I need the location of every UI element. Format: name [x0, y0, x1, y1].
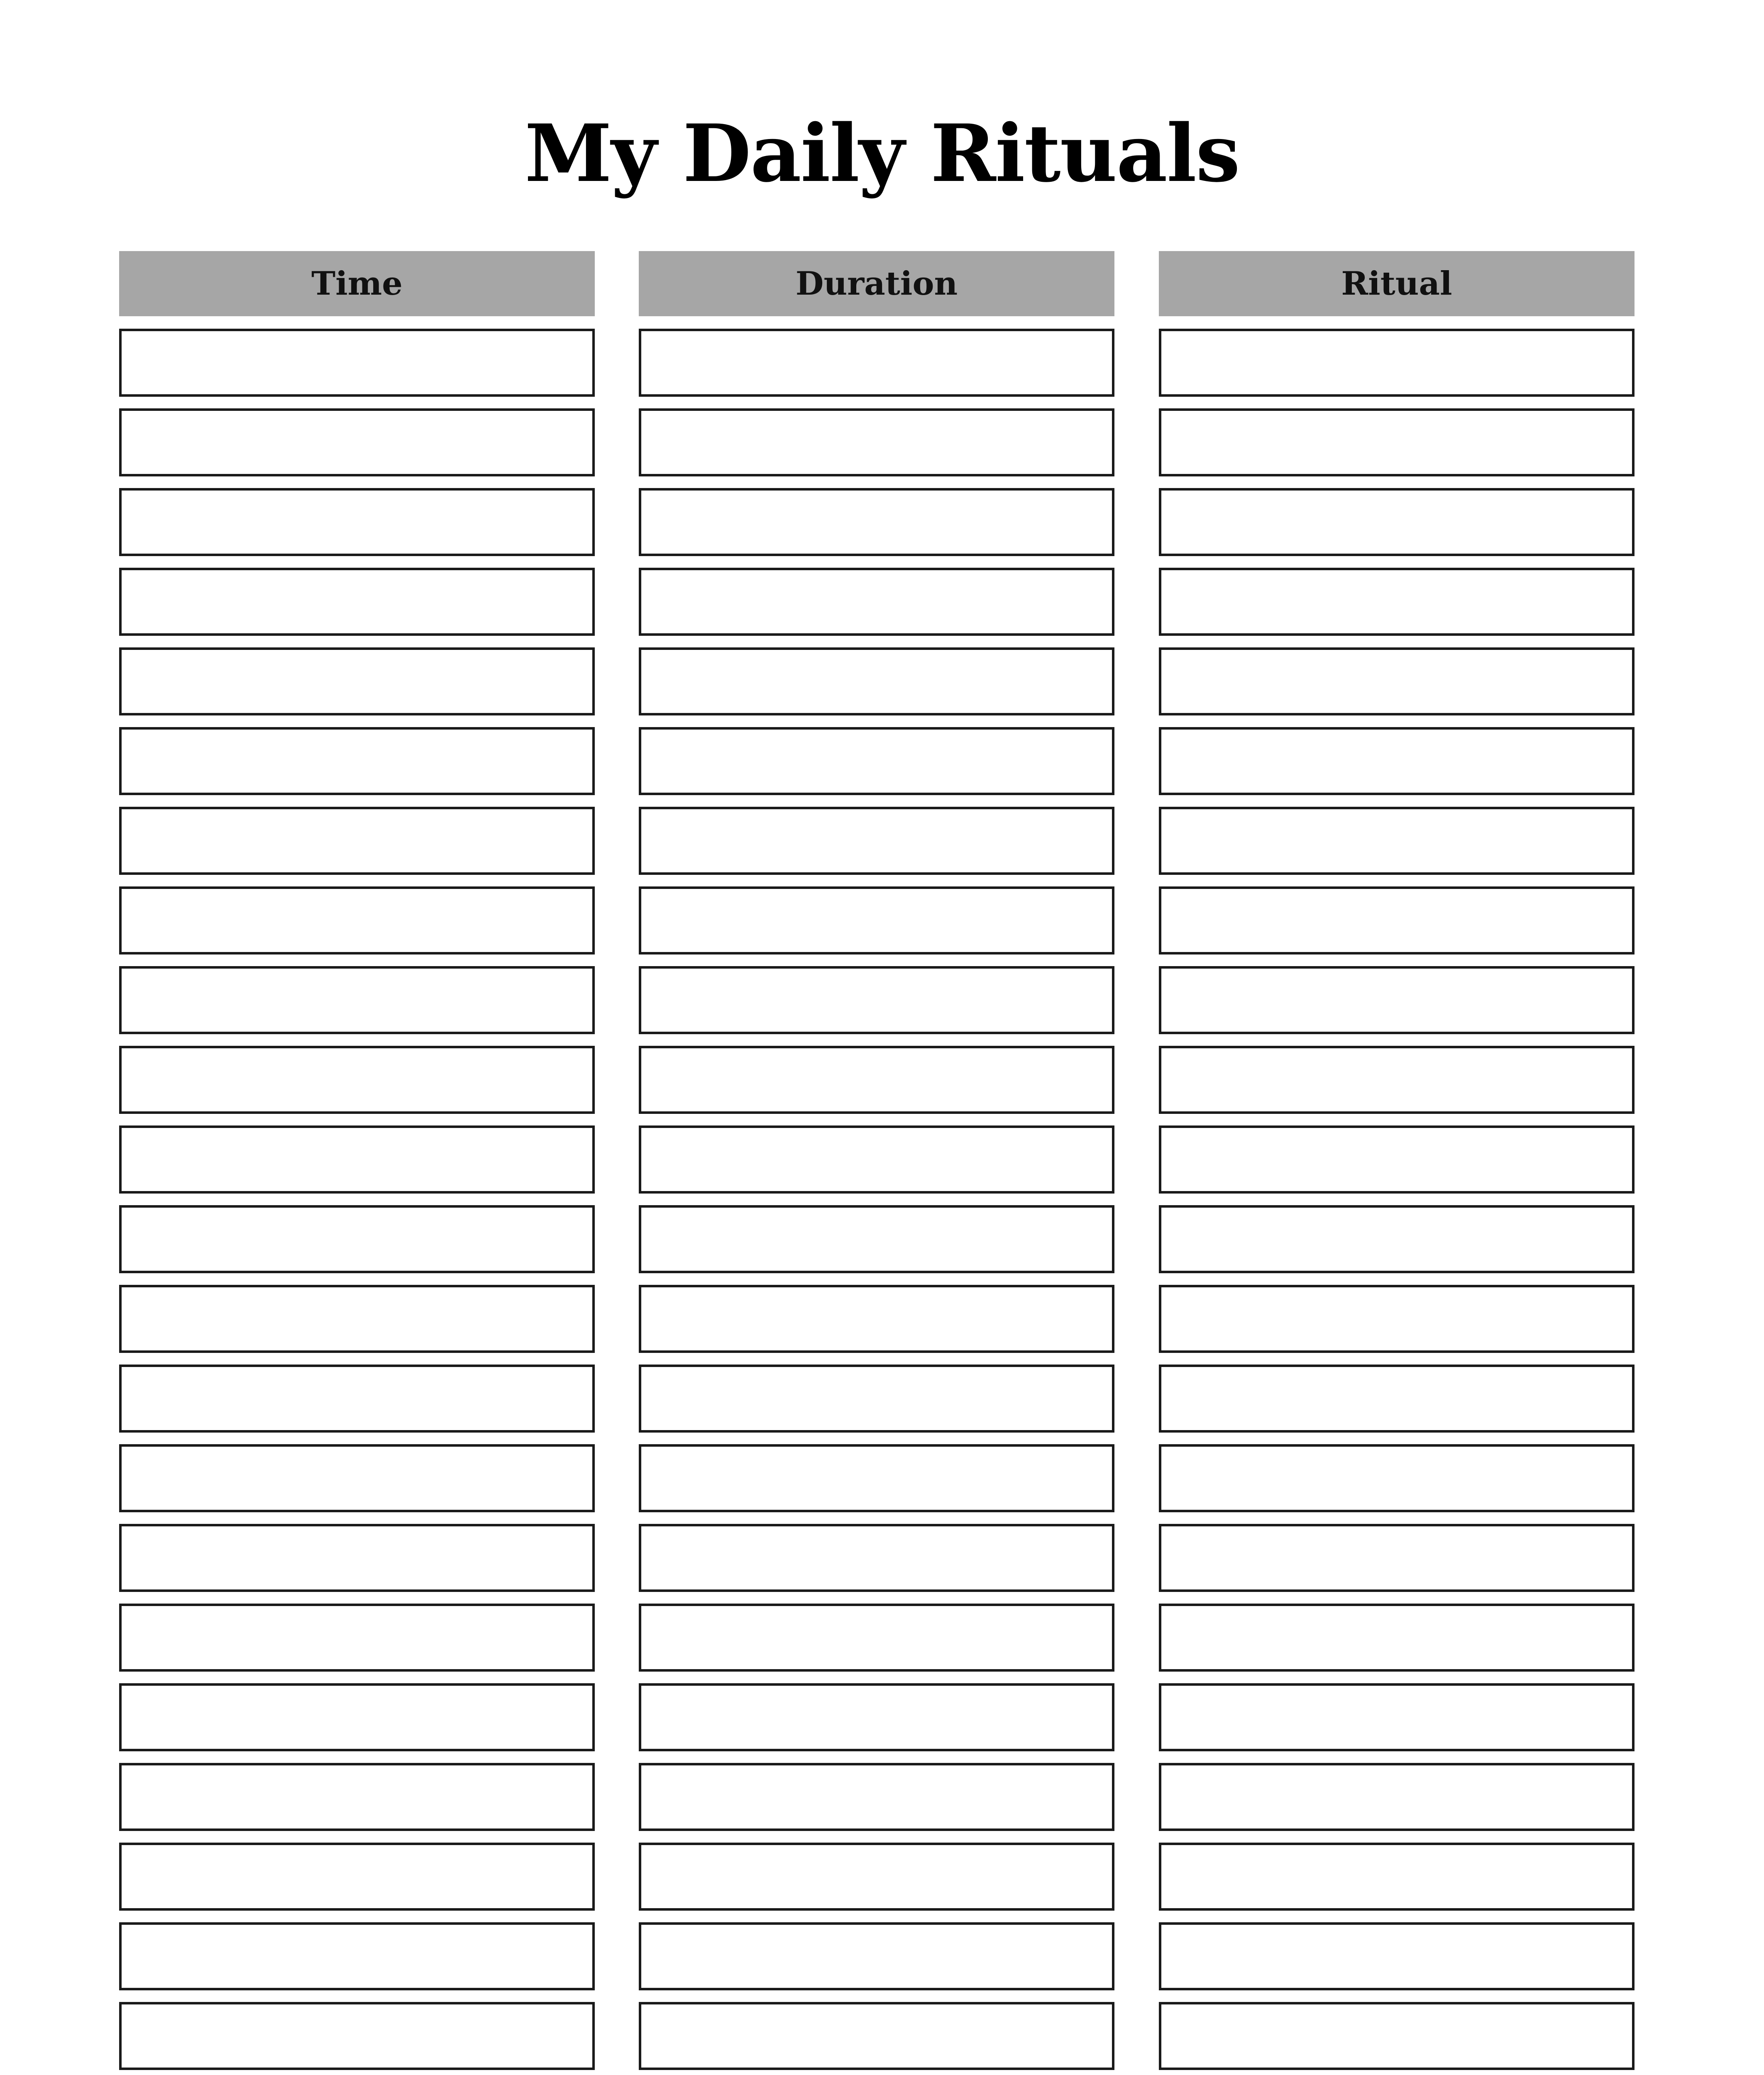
duration-entry-box[interactable] [639, 966, 1114, 1034]
ritual-entry-box[interactable] [1159, 1763, 1635, 1831]
duration-entry-box[interactable] [639, 1524, 1114, 1592]
time-entry-box[interactable] [119, 966, 595, 1034]
ritual-entry-box[interactable] [1159, 1922, 1635, 1990]
duration-entry-box[interactable] [639, 1125, 1114, 1194]
ritual-entry-box[interactable] [1159, 1125, 1635, 1194]
ritual-entry-box[interactable] [1159, 568, 1635, 636]
time-entry-box[interactable] [119, 1205, 595, 1273]
time-entry-box[interactable] [119, 1125, 595, 1194]
ritual-entry-box[interactable] [1159, 1604, 1635, 1672]
ritual-entry-box[interactable] [1159, 1285, 1635, 1353]
time-entry-box[interactable] [119, 1683, 595, 1751]
duration-entry-box[interactable] [639, 1604, 1114, 1672]
time-entry-box[interactable] [119, 1365, 595, 1433]
duration-entry-box[interactable] [639, 1843, 1114, 1911]
duration-entry-box[interactable] [639, 807, 1114, 875]
ritual-rows [1159, 329, 1635, 2075]
duration-entry-box[interactable] [639, 1205, 1114, 1273]
time-entry-box[interactable] [119, 1843, 595, 1911]
duration-column-header: Duration [639, 251, 1114, 316]
ritual-entry-box[interactable] [1159, 966, 1635, 1034]
ritual-entry-box[interactable] [1159, 727, 1635, 795]
duration-entry-box[interactable] [639, 1763, 1114, 1831]
duration-entry-box[interactable] [639, 1683, 1114, 1751]
time-entry-box[interactable] [119, 1763, 595, 1831]
duration-entry-box[interactable] [639, 1285, 1114, 1353]
duration-entry-box[interactable] [639, 568, 1114, 636]
time-entry-box[interactable] [119, 1046, 595, 1114]
time-entry-box[interactable] [119, 408, 595, 476]
time-entry-box[interactable] [119, 886, 595, 954]
ritual-entry-box[interactable] [1159, 1843, 1635, 1911]
ritual-entry-box[interactable] [1159, 1365, 1635, 1433]
time-rows [119, 329, 595, 2075]
time-entry-box[interactable] [119, 1604, 595, 1672]
duration-entry-box[interactable] [639, 329, 1114, 397]
duration-entry-box[interactable] [639, 2002, 1114, 2070]
time-entry-box[interactable] [119, 1444, 595, 1512]
duration-entry-box[interactable] [639, 727, 1114, 795]
duration-column [639, 251, 1114, 2075]
time-column [119, 251, 595, 2075]
ritual-entry-box[interactable] [1159, 1205, 1635, 1273]
time-entry-box[interactable] [119, 1524, 595, 1592]
time-entry-box[interactable] [119, 807, 595, 875]
ritual-entry-box[interactable] [1159, 807, 1635, 875]
time-entry-box[interactable] [119, 2002, 595, 2070]
duration-entry-box[interactable] [639, 1365, 1114, 1433]
ritual-entry-box[interactable] [1159, 488, 1635, 556]
duration-rows [639, 329, 1114, 2075]
duration-entry-box[interactable] [639, 408, 1114, 476]
time-entry-box[interactable] [119, 1285, 595, 1353]
time-entry-box[interactable] [119, 647, 595, 715]
duration-entry-box[interactable] [639, 1046, 1114, 1114]
time-entry-box[interactable] [119, 1922, 595, 1990]
time-column-header: Time [119, 251, 595, 316]
ritual-entry-box[interactable] [1159, 2002, 1635, 2070]
ritual-entry-box[interactable] [1159, 1046, 1635, 1114]
ritual-column [1159, 251, 1635, 2075]
ritual-column-header: Ritual [1159, 251, 1635, 316]
time-entry-box[interactable] [119, 329, 595, 397]
ritual-entry-box[interactable] [1159, 1444, 1635, 1512]
ritual-entry-box[interactable] [1159, 329, 1635, 397]
duration-entry-box[interactable] [639, 647, 1114, 715]
ritual-entry-box[interactable] [1159, 886, 1635, 954]
ritual-entry-box[interactable] [1159, 1524, 1635, 1592]
ritual-entry-box[interactable] [1159, 1683, 1635, 1751]
duration-entry-box[interactable] [639, 488, 1114, 556]
time-entry-box[interactable] [119, 488, 595, 556]
page-title: My Daily Rituals [525, 107, 1239, 200]
duration-entry-box[interactable] [639, 1922, 1114, 1990]
time-entry-box[interactable] [119, 727, 595, 795]
time-entry-box[interactable] [119, 568, 595, 636]
ritual-entry-box[interactable] [1159, 647, 1635, 715]
ritual-entry-box[interactable] [1159, 408, 1635, 476]
duration-entry-box[interactable] [639, 1444, 1114, 1512]
duration-entry-box[interactable] [639, 886, 1114, 954]
